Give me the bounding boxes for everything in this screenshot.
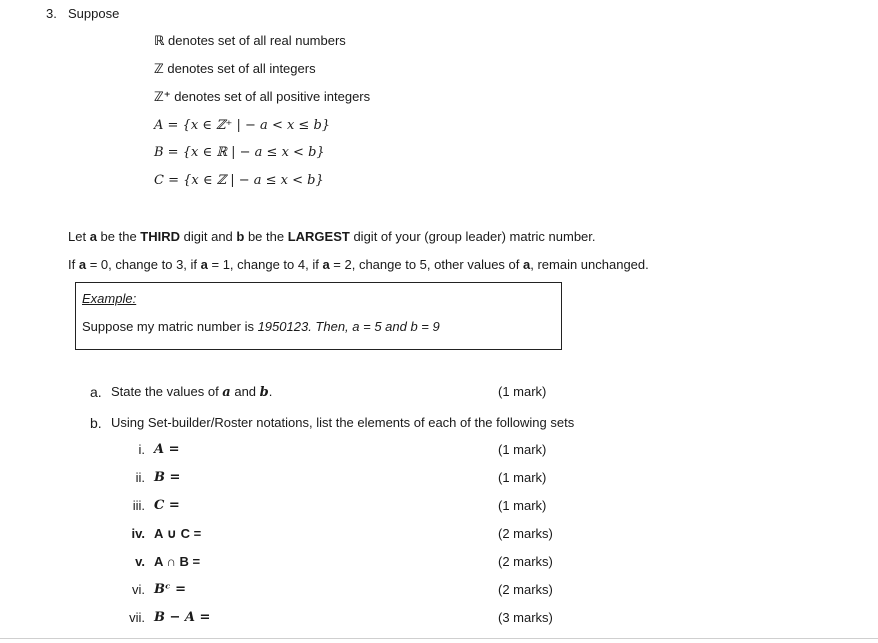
text: digit of your (group leader) matric number. [349,229,596,244]
text: Let [68,229,90,244]
text: digit and [180,229,237,244]
part-b-text: Using Set-builder/Roster notations, list the elements of each of the following sets [111,415,575,430]
text: , remain unchanged. [530,257,649,272]
part-a-label: a. [90,384,102,400]
subpart-iii-expression: C = [154,498,180,513]
set-b-definition: B = {x ∈ ℝ | − a ≤ x < b} [154,145,325,160]
keyword-largest: LARGEST [287,229,350,244]
definition-integers [154,61,316,78]
var-b: b [236,229,245,244]
question-number: 3. [46,6,57,21]
text: = 0, change to 3, if [86,257,201,272]
matric-number: 1950123 [257,319,309,334]
part-a-text [111,384,272,401]
subpart-vi-mark: (2 marks) [498,582,553,597]
part-b-label: b. [90,415,102,431]
set-a-definition: A = {x ∈ ℤ⁺ | − a < x ≤ b} [154,118,331,133]
var-a: a [322,257,330,272]
text: be the [244,229,288,244]
subpart-vi-number: vi. [132,582,145,597]
subpart-ii-expression: B = [154,470,181,485]
subpart-iii-number: iii. [132,498,145,513]
text: . Then, a = 5 and b = 9 [308,319,440,334]
subpart-i-mark: (1 mark) [498,442,547,457]
subpart-i-number: i. [138,442,145,457]
definition-positive-integers [154,89,370,106]
subpart-v-mark: (2 marks) [498,554,553,569]
keyword-third: THIRD [140,229,181,244]
var-a: a [222,385,231,400]
subpart-iii-mark: (1 mark) [498,498,547,513]
subpart-iv-number: iv. [131,526,145,541]
subpart-vii-mark: (3 marks) [498,610,553,625]
subpart-vi-expression: Bᶜ = [154,582,186,597]
text: be the [96,229,141,244]
subpart-v-expression: A ∩ B = [154,554,201,569]
subpart-i-expression: A = [154,442,180,457]
var-a: a [200,257,208,272]
definition-text: denotes set of all integers [163,61,316,76]
var-a: a [523,257,531,272]
var-a: a [89,229,97,244]
positive-integers-symbol: ℤ⁺ [154,90,171,105]
instruction-digits [68,229,596,245]
subpart-ii-number: ii. [135,470,145,485]
text: Suppose my matric number is [82,319,258,334]
definition-text: denotes set of all positive integers [170,89,371,104]
text: = 2, change to 5, other values of [329,257,523,272]
example-box [75,282,562,350]
subpart-v-number: v. [135,554,145,569]
subpart-vii-number: vii. [129,610,145,625]
var-b: b [259,385,269,400]
definition-reals [154,33,346,50]
subpart-iv-mark: (2 marks) [498,526,553,541]
subpart-vii-expression: B − A = [154,610,211,625]
var-a: a [78,257,87,272]
instruction-change-rules [68,257,649,273]
page-bottom-divider [0,638,878,639]
text: If [68,257,79,272]
example-text [82,319,440,335]
text: State the values of [111,384,223,399]
integers-symbol: ℤ [154,62,164,77]
reals-symbol: ℝ [154,34,165,49]
subpart-ii-mark: (1 mark) [498,470,547,485]
text: . [268,384,273,399]
question-intro: Suppose [68,6,120,21]
part-a-mark: (1 mark) [498,384,547,399]
text: and [230,384,260,399]
set-c-definition: C = {x ∈ ℤ | − a ≤ x < b} [154,173,324,188]
subpart-iv-expression: A ∪ C = [154,526,202,541]
definition-text: denotes set of all real numbers [164,33,346,48]
example-label: Example: [82,291,137,306]
text: = 1, change to 4, if [207,257,323,272]
